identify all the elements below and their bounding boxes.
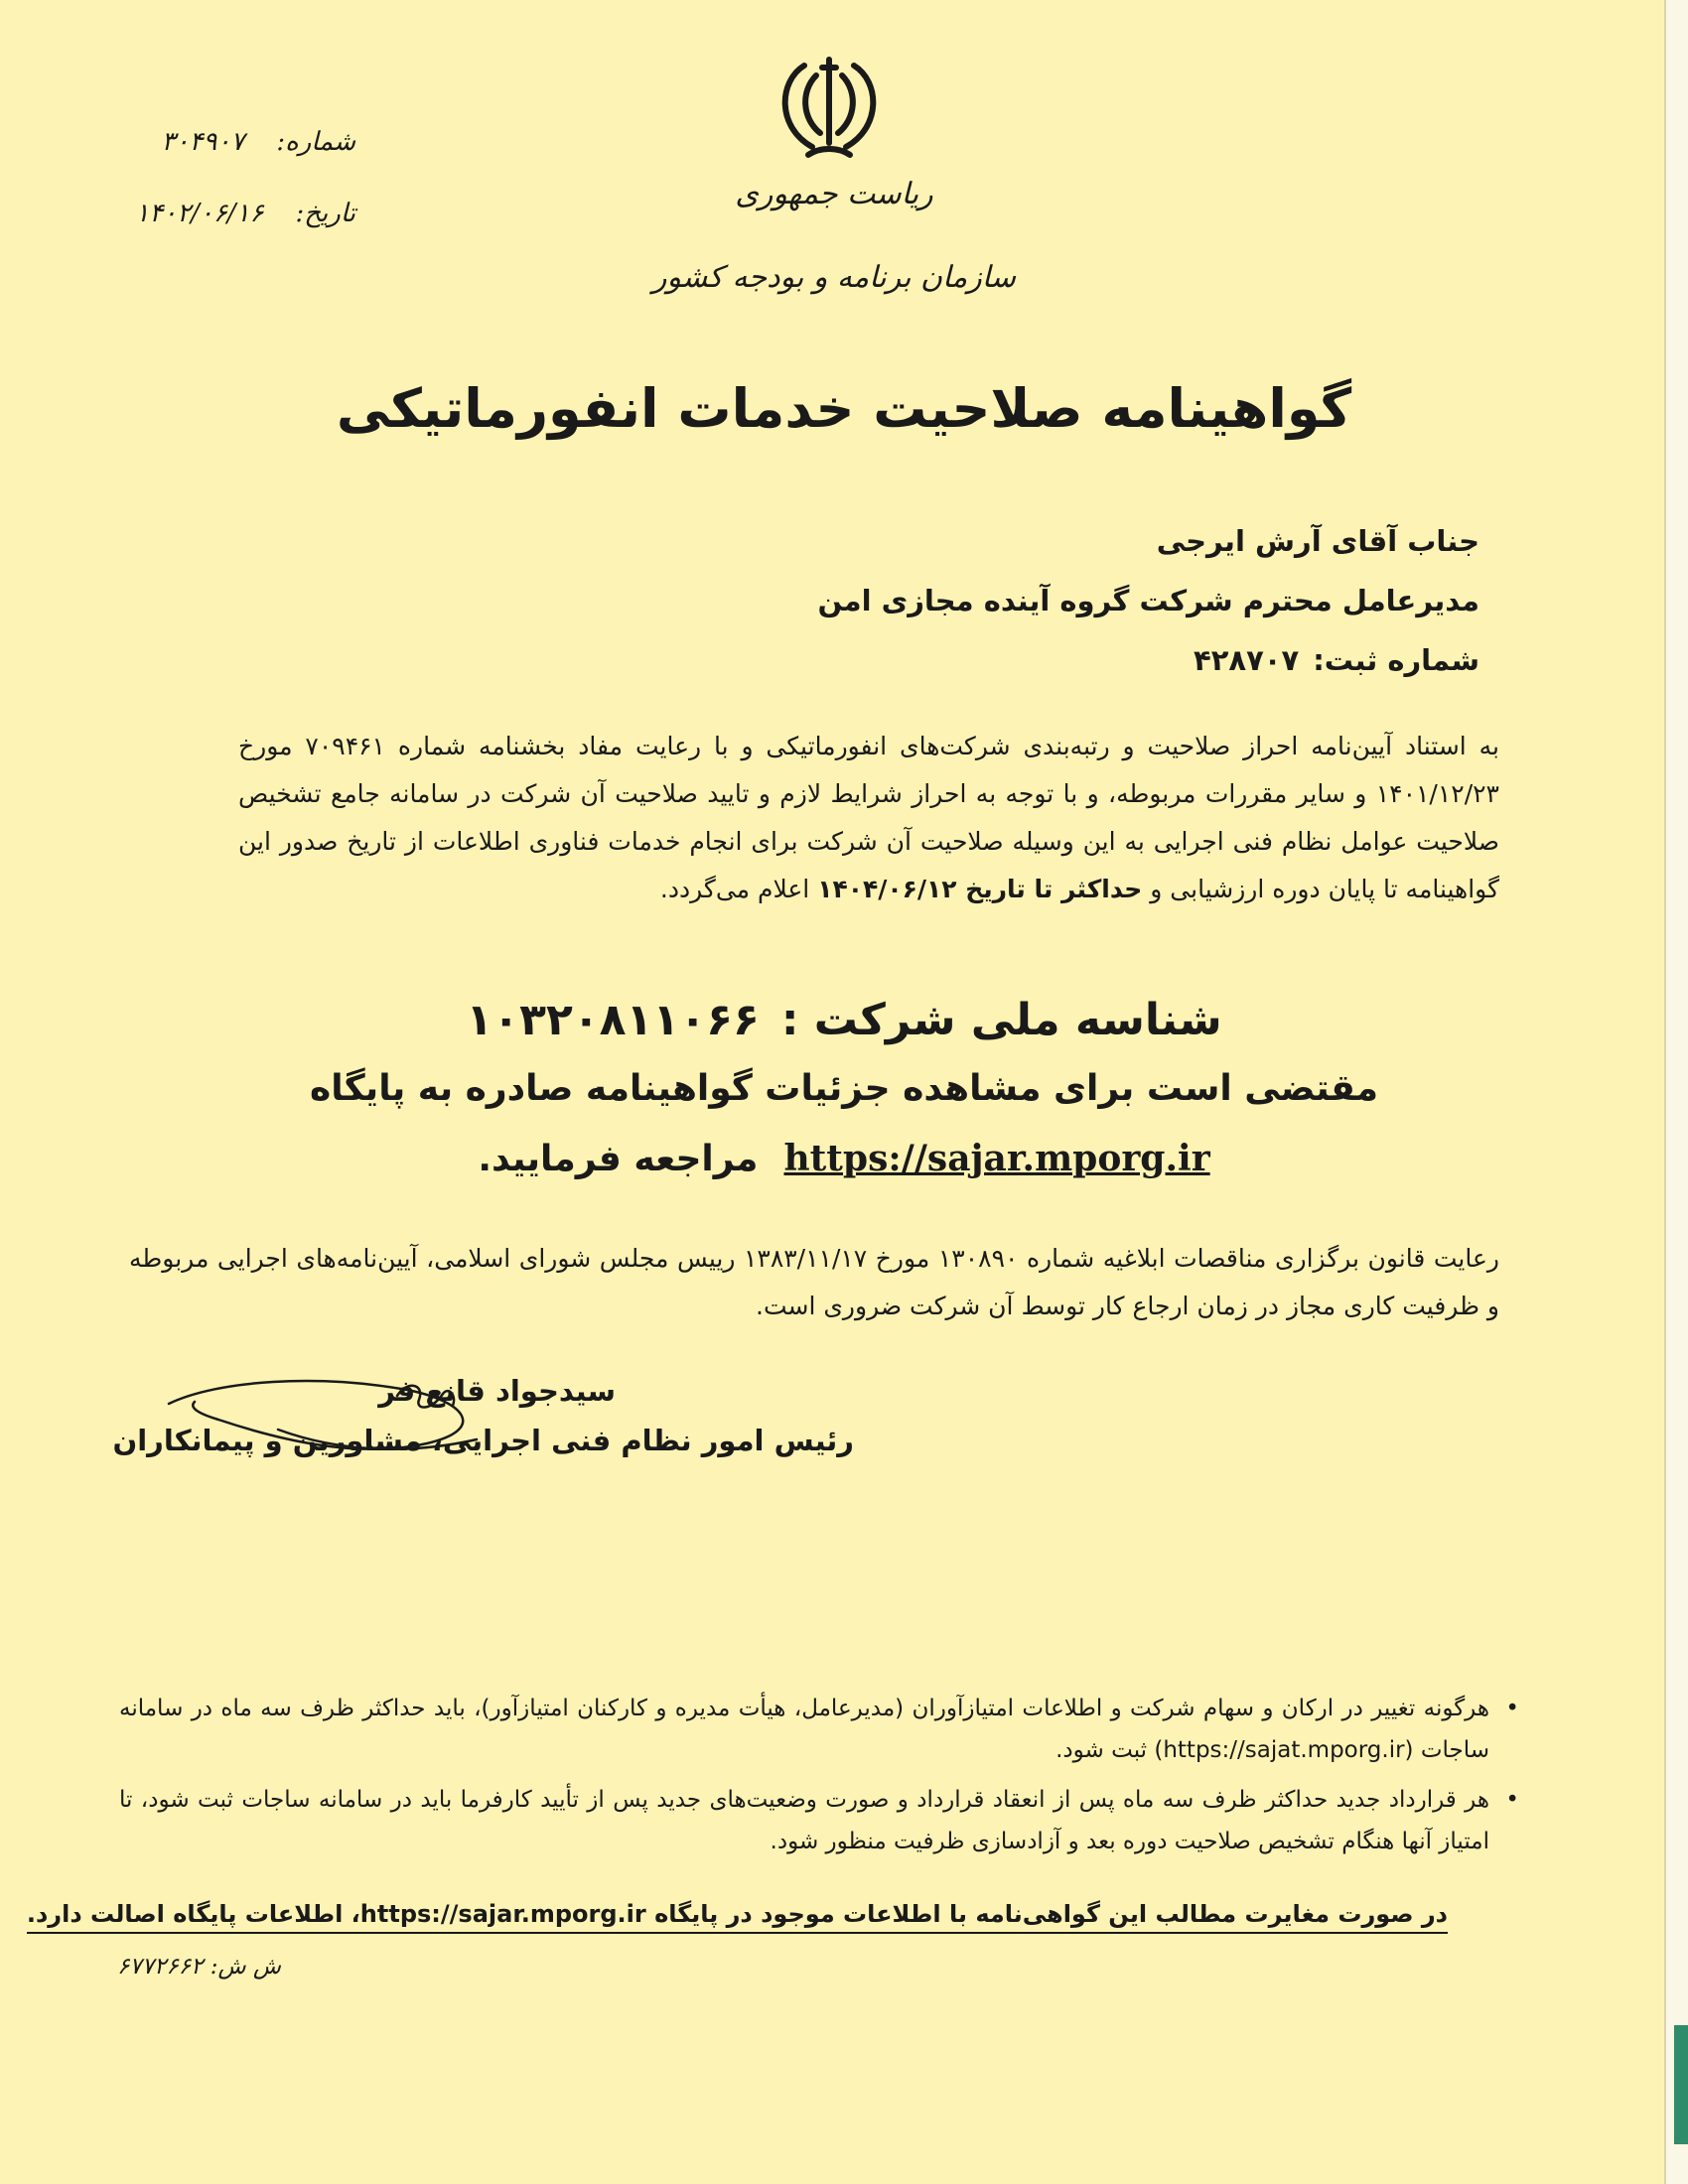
signer-title: رئیس امور نظام فنی اجرایی، مشاورین و پیمانکاران <box>112 1424 854 1457</box>
note-text: هرگونه تغییر در ارکان و سهام شرکت و اطلاعات امتیازآوران (مدیرعامل، هیأت مدیره و کارکنان امتیازآور)، باید حداکثر ظرف سه ماه در سامانه ساجات (https://sajat.mporg.ir) ثبت شود. <box>119 1696 1489 1763</box>
sajar-link[interactable]: https://sajar.mporg.ir <box>783 1138 1210 1179</box>
registration-number-label: شماره ثبت: <box>1313 643 1479 677</box>
letter-number-label: شماره: <box>276 127 355 157</box>
list-item <box>119 1779 1519 1862</box>
edge-mark <box>1674 2025 1688 2144</box>
letter-number <box>147 127 355 157</box>
body-validity-date: حداکثر تا تاریخ ۱۴۰۴/۰۶/۱۲ <box>817 875 1143 903</box>
bullet-dot-icon: • <box>1505 1696 1519 1721</box>
letter-date <box>117 199 355 228</box>
recipient-position: مدیرعامل محترم شرکت گروه آینده مجازی امن <box>817 584 1479 617</box>
notes-list <box>119 1688 1517 1870</box>
serial-number: ش ش: ۶۷۷۲۶۶۲ <box>117 1954 282 1979</box>
letter-date-value: ۱۴۰۲/۰۶/۱۶ <box>135 199 264 228</box>
instruction-line: مقتضی است برای مشاهده جزئیات گواهینامه صادره به پایگاه <box>309 1068 1379 1109</box>
letter-date-label: تاریخ: <box>295 199 355 228</box>
certificate-body <box>238 723 1499 913</box>
law-compliance-text: رعایت قانون برگزاری مناقصات ابلاغیه شماره ۱۳۰۸۹۰ مورخ ۱۳۸۳/۱۱/۱۷ رییس مجلس شورای اسلامی، آیین‌نامه‌های اجرایی مربوطه و ظرفیت کاری مجاز در زمان ارجاع کار توسط آن شرکت ضروری است. <box>129 1244 1499 1320</box>
footer-warning <box>26 1900 1448 1928</box>
body-text-part-1: به استناد آیین‌نامه احراز صلاحیت و رتبه‌بندی شرکت‌های انفورماتیکی و با رعایت مفاد بخشنامه شماره ۷۰۹۴۶۱ مورخ ۱۴۰۱/۱۲/۲۳ و سایر مقررات مربوطه، و با توجه به احراز شرایط لازم و تایید صلاحیت آن شرکت در سامانه جامع تشخیص صلاحیت عوامل نظام فنی اجرایی به این وسیله صلاحیت آن شرکت برای انجام خدمات فناوری اطلاعات از تاریخ صدور این گواهینامه تا پایان دوره ارزشیابی و <box>238 732 1499 903</box>
registration-number <box>1194 643 1479 677</box>
body-text-part-2: اعلام می‌گردد. <box>659 875 810 903</box>
page-edge <box>1664 0 1688 2184</box>
instruction-visit <box>248 1138 1440 1179</box>
footer-warning-text: در صورت مغایرت مطالب این گواهی‌نامه با اطلاعات موجود در پایگاه https://sajar.mporg.ir، اطلاعات پایگاه اصالت دارد. <box>27 1900 1448 1934</box>
instruction-visit-end: مراجعه فرمایید. <box>478 1139 759 1179</box>
recipient-name: جناب آقای آرش ایرجی <box>1156 524 1479 558</box>
national-id-label: شناسه ملی شرکت : <box>780 995 1222 1045</box>
certificate-title: گواهینامه صلاحیت خدمات انفورماتیکی <box>336 377 1352 440</box>
list-item <box>119 1688 1519 1771</box>
signer-name: سیدجواد قانع فر <box>378 1374 616 1408</box>
national-id-value: ۱۰۳۲۰۸۱۱۰۶۶ <box>466 995 760 1045</box>
note-text: هر قرارداد جدید حداکثر ظرف سه ماه پس از انعقاد قرارداد و صورت وضعیت‌های جدید پس از تأیید کارفرما باید در سامانه ساجات ثبت شود، تا امتیاز آنها هنگام تشخیص صلاحیت دوره بعد و آزادسازی ظرفیت منظور شود. <box>119 1787 1489 1854</box>
iran-emblem-icon <box>765 48 894 167</box>
org-line-presidency: ریاست جمهوری <box>735 177 933 211</box>
bullet-dot-icon: • <box>1505 1787 1519 1813</box>
registration-number-value: ۴۲۸۷۰۷ <box>1194 643 1300 677</box>
national-id <box>248 995 1440 1045</box>
letter-number-value: ۳۰۴۹۰۷ <box>161 127 245 157</box>
org-line-budget-organization: سازمان برنامه و بودجه کشور <box>651 260 1017 295</box>
